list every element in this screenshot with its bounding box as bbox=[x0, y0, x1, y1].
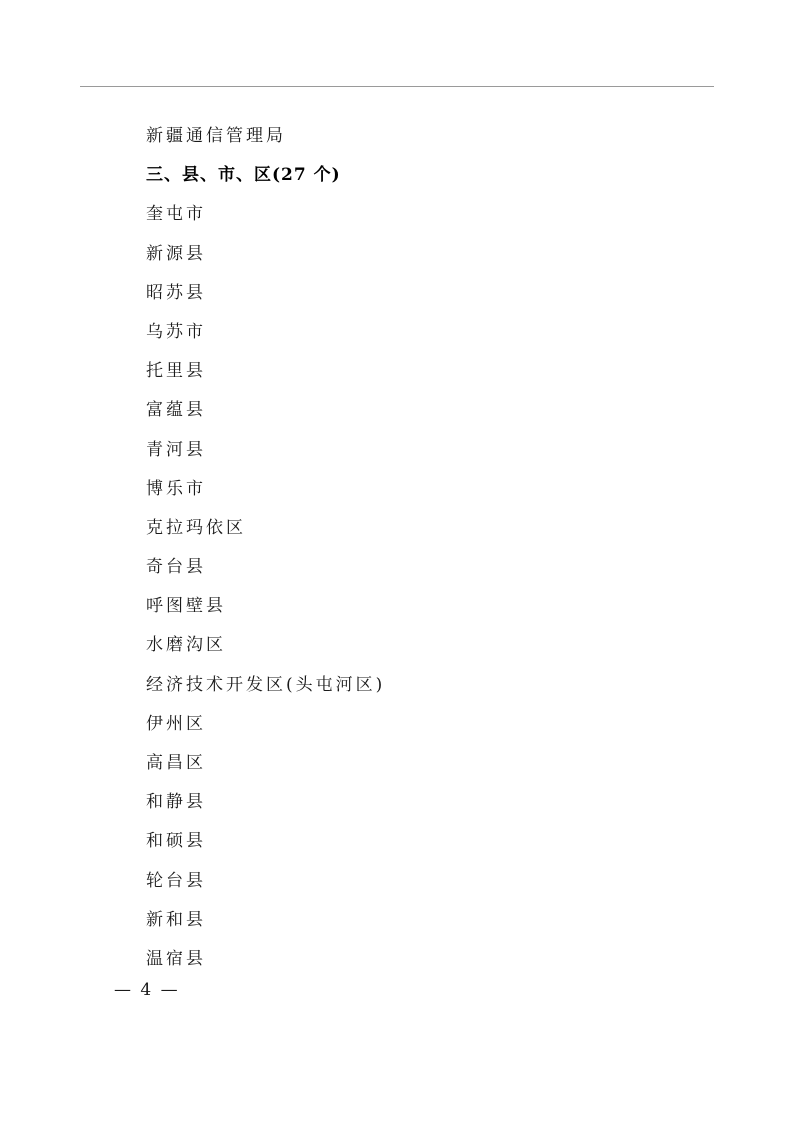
list-item: 富蕴县 bbox=[146, 400, 206, 421]
header-rule bbox=[80, 86, 714, 87]
list-item: 托里县 bbox=[146, 361, 206, 382]
list-item: 和静县 bbox=[146, 792, 206, 813]
list-item: 昭苏县 bbox=[146, 282, 206, 303]
list-item: 呼图壁县 bbox=[146, 596, 226, 617]
list-item: 轮台县 bbox=[146, 870, 206, 891]
list-item: 奇台县 bbox=[146, 557, 206, 578]
list-item: 博乐市 bbox=[146, 478, 206, 499]
list-item: 经济技术开发区(头屯河区) bbox=[146, 674, 386, 695]
section-heading: 三、县、市、区(27 个) bbox=[146, 165, 341, 186]
document-body bbox=[146, 117, 706, 979]
list-item: 克拉玛依区 bbox=[146, 517, 246, 538]
page-number: — 4 — bbox=[114, 980, 180, 1000]
list-item: 乌苏市 bbox=[146, 321, 206, 342]
list-item: 青河县 bbox=[146, 439, 206, 460]
list-item: 温宿县 bbox=[146, 948, 206, 969]
list-item: 伊州区 bbox=[146, 713, 206, 734]
list-item: 奎屯市 bbox=[146, 204, 206, 225]
list-item: 水磨沟区 bbox=[146, 635, 226, 656]
list-item: 新和县 bbox=[146, 909, 206, 930]
org-line: 新疆通信管理局 bbox=[146, 126, 286, 146]
list-item: 新源县 bbox=[146, 243, 206, 264]
list-item: 和硕县 bbox=[146, 831, 206, 852]
list-item: 高昌区 bbox=[146, 753, 206, 773]
